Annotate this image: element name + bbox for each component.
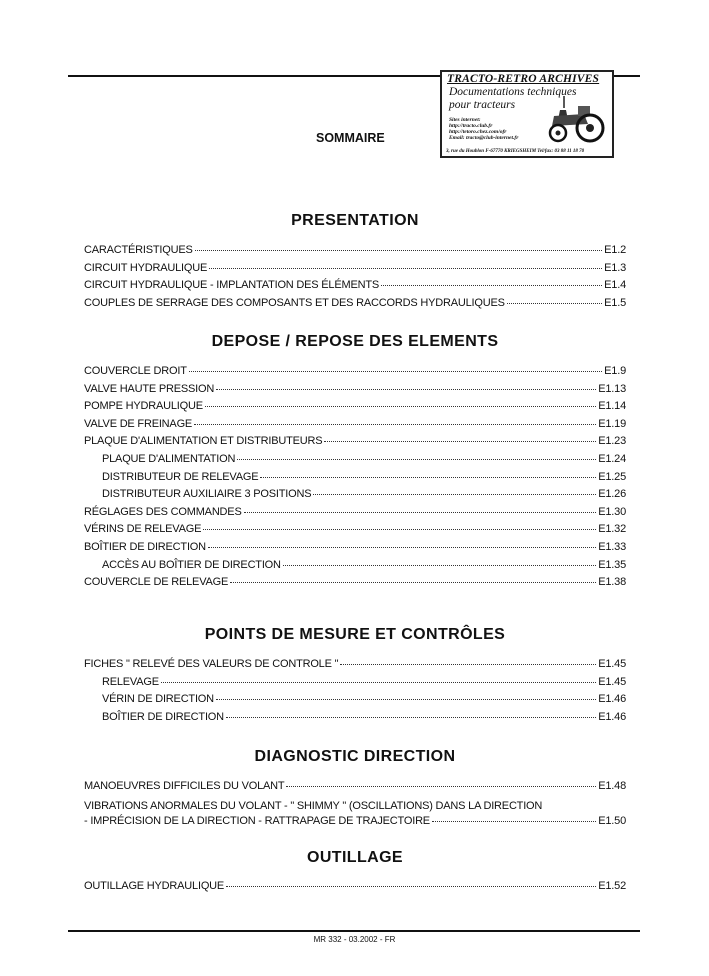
toc-subentry[interactable] [84,471,626,489]
leader-dots [244,512,597,513]
toc-entry-row-2 [84,814,626,829]
toc-entry-label: OUTILLAGE HYDRAULIQUE [84,880,225,892]
toc-entry-page: E1.13 [598,382,626,395]
toc-entry-label: VÉRINS DE RELEVAGE [84,523,202,536]
toc-entry[interactable] [84,576,626,594]
toc-entry-page: E1.32 [598,523,626,536]
stamp-address: 3, rue du Houblon F-67770 KRIEGSHEIM Tel/fax: 03 88 11 18 70 [446,149,585,154]
toc-entry[interactable] [84,418,626,436]
toc-entry[interactable] [84,435,626,453]
toc-entry[interactable] [84,799,626,829]
archive-stamp [440,70,614,158]
toc-entry-page: E1.25 [598,470,626,483]
toc-subentry[interactable] [84,559,626,577]
leader-dots [189,371,602,372]
toc-list-presentation [84,244,626,314]
toc-entry-label: PLAQUE D'ALIMENTATION ET DISTRIBUTEURS [84,435,323,448]
toc-entry-label: MANOEUVRES DIFFICILES DU VOLANT [84,780,285,792]
toc-entry[interactable] [84,383,626,401]
section-title-depose-repose: DEPOSE / REPOSE DES ELEMENTS [211,333,499,350]
toc-entry-label: BOÎTIER DE DIRECTION [102,710,224,723]
section-title-outillage: OUTILLAGE [306,849,404,866]
leader-dots [340,664,596,665]
toc-entry-page: E1.33 [598,540,626,553]
toc-entry-page: E1.46 [598,710,626,723]
stamp-title: TRACTO-RETRO ARCHIVES [447,73,600,85]
toc-entry-label-2: - IMPRÉCISION DE LA DIRECTION - RATTRAPAGE DE TRAJECTOIRE [84,814,430,827]
toc-entry-label: VÉRIN DE DIRECTION [102,693,214,706]
footer-reference: MR 332 - 03.2002 - FR [313,935,396,944]
leader-dots [313,494,596,495]
toc-list-diagnostic-direction [84,780,626,829]
leader-dots [237,459,596,460]
toc-entry-page: E1.48 [598,780,626,792]
leader-dots [226,886,596,887]
leader-dots [205,406,596,407]
leader-dots [216,389,596,390]
stamp-site-2: http://tetoro.chez.com/ofr [449,129,507,135]
toc-entry[interactable] [84,523,626,541]
toc-entry[interactable] [84,297,626,315]
toc-entry-label: PLAQUE D'ALIMENTATION [102,452,236,465]
toc-entry-page: E1.2 [604,244,626,256]
toc-entry-page: E1.24 [598,452,626,465]
toc-entry-page: E1.14 [598,400,626,413]
toc-entry[interactable] [84,658,626,676]
toc-entry-page: E1.3 [604,261,626,274]
leader-dots [283,565,596,566]
toc-entry-page: E1.45 [598,658,626,670]
leader-dots [432,821,596,822]
toc-entry-label: FICHES " RELEVÉ DES VALEURS DE CONTROLE " [84,658,339,670]
toc-entry-label: RELEVAGE [102,675,159,688]
toc-subentry[interactable] [84,488,626,506]
toc-entry-page: E1.30 [598,505,626,518]
section-title-diagnostic-direction: DIAGNOSTIC DIRECTION [254,748,456,765]
leader-dots [381,285,602,286]
stamp-subtitle-1: Documentations techniques [449,86,577,98]
leader-dots [507,303,602,304]
toc-subentry[interactable] [84,453,626,471]
leader-dots [194,424,596,425]
toc-entry-label: COUVERCLE DROIT [84,365,187,377]
toc-entry-page: E1.35 [598,558,626,571]
leader-dots [230,582,596,583]
toc-entry-page: E1.4 [604,279,626,292]
toc-entry-label: VIBRATIONS ANORMALES DU VOLANT - " SHIMMY " (OSCILLATIONS) DANS LA DIRECTION [84,799,543,812]
stamp-site-1: http://tracto.club.fr [449,123,493,129]
page-title: SOMMAIRE [316,131,385,145]
toc-entry-label: POMPE HYDRAULIQUE [84,400,203,413]
toc-entry[interactable] [84,279,626,297]
toc-entry-label: ACCÈS AU BOÎTIER DE DIRECTION [102,558,281,571]
toc-entry-label: RÉGLAGES DES COMMANDES [84,505,242,518]
stamp-sites-label: Sites internet: [449,117,481,123]
toc-entry[interactable] [84,365,626,383]
section-title-points-de-mesure: POINTS DE MESURE ET CONTRÔLES [204,626,506,643]
toc-entry-label: CIRCUIT HYDRAULIQUE [84,261,208,274]
toc-entry-page: E1.5 [604,296,626,309]
toc-entry-page: E1.19 [598,417,626,430]
toc-entry[interactable] [84,541,626,559]
toc-entry-label: COUPLES DE SERRAGE DES COMPOSANTS ET DES RACCORDS HYDRAULIQUES [84,296,505,309]
toc-entry-page: E1.9 [604,365,626,377]
section-title-presentation: PRESENTATION [291,212,419,229]
toc-entry-page: E1.45 [598,675,626,688]
toc-entry-label: COUVERCLE DE RELEVAGE [84,576,229,589]
toc-entry-label: DISTRIBUTEUR AUXILIAIRE 3 POSITIONS [102,488,312,501]
stamp-subtitle-2: pour tracteurs [449,99,516,111]
stamp-sites [449,117,518,141]
tractor-icon [544,94,606,144]
bottom-rule [68,930,640,932]
leader-dots [324,441,596,442]
toc-entry-page: E1.46 [598,693,626,706]
leader-dots [226,717,596,718]
toc-entry-label: VALVE DE FREINAGE [84,417,193,430]
leader-dots [161,682,596,683]
toc-subentry[interactable] [84,676,626,694]
toc-entry-label: DISTRIBUTEUR DE RELEVAGE [102,470,259,483]
toc-entry-label: CIRCUIT HYDRAULIQUE - IMPLANTATION DES ÉLÉMENTS [84,279,379,292]
leader-dots [208,547,596,548]
toc-subentry[interactable] [84,693,626,711]
toc-entry[interactable] [84,780,626,798]
toc-subentry[interactable] [84,711,626,729]
toc-entry[interactable] [84,506,626,524]
leader-dots [203,529,596,530]
toc-entry-label: BOÎTIER DE DIRECTION [84,540,206,553]
leader-dots [209,268,602,269]
toc-entry-label: VALVE HAUTE PRESSION [84,382,215,395]
toc-entry-page: E1.50 [598,814,626,827]
toc-entry[interactable] [84,262,626,280]
toc-entry[interactable] [84,400,626,418]
leader-dots [216,699,596,700]
toc-list-outillage [84,880,626,898]
toc-entry-page: E1.52 [598,880,626,892]
leader-dots [195,250,603,251]
toc-entry-label: CARACTÉRISTIQUES [84,244,193,256]
leader-dots [260,477,596,478]
toc-entry-page: E1.38 [598,576,626,589]
stamp-email: Email: tracto@club-internet.fr [449,135,519,141]
leader-dots [286,786,596,787]
toc-entry[interactable] [84,244,626,262]
toc-list-points-de-mesure [84,658,626,728]
toc-entry[interactable] [84,880,626,898]
toc-entry-page: E1.26 [598,488,626,501]
toc-list-depose-repose [84,365,626,594]
toc-entry-page: E1.23 [598,435,626,448]
